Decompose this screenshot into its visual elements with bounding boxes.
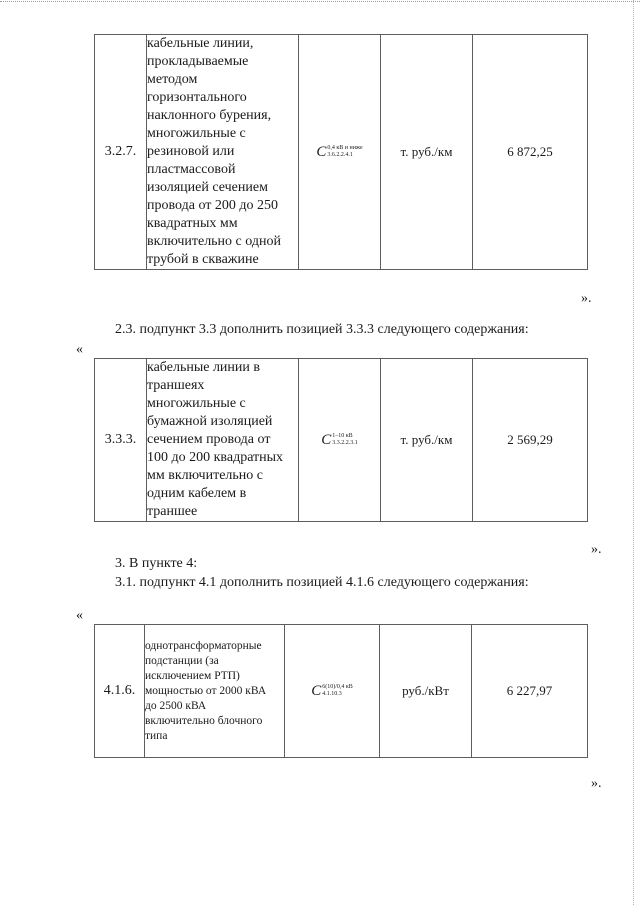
item-description: однотрансформаторные подстанции (за исключением РТП) мощностью от 2000 кВА до 2500 кВА включительно блочного типа (145, 625, 285, 758)
item-formula (299, 35, 381, 270)
formula-subscript: 3.3.2.2.3.1 (332, 440, 358, 447)
item-value: 6 227,97 (472, 625, 588, 758)
right-edge-line (633, 0, 634, 905)
formula-superscript: 1–10 кВ (332, 433, 353, 440)
table-row (95, 625, 588, 758)
item-unit: т. руб./км (381, 359, 473, 522)
opening-quote: « (76, 342, 83, 357)
item-number: 3.2.7. (95, 35, 147, 270)
formula-letter: C (321, 432, 332, 448)
item-number: 3.3.3. (95, 359, 147, 522)
paragraph-3-1: 3.1. подпункт 4.1 дополнить позицией 4.1.6 следующего содержания: (115, 575, 529, 590)
paragraph-3: 3. В пункте 4: (115, 556, 198, 571)
top-edge-line (0, 1, 640, 2)
opening-quote: « (76, 608, 83, 623)
formula-letter: C (311, 683, 322, 699)
item-value: 2 569,29 (473, 359, 588, 522)
table-item-3-3-3 (94, 358, 588, 522)
item-formula (299, 359, 381, 522)
formula-subscript: 4.1.10.3 (322, 691, 342, 698)
item-description: кабельные линии в траншеях многожильные с бумажной изоляцией сечением провода от 100 до 200 квадратных мм включительно с одним кабелем в траншее (147, 359, 299, 522)
table-row (95, 35, 588, 270)
formula-letter: C (316, 144, 327, 160)
item-formula (285, 625, 380, 758)
formula-superscript: 6(10)/0,4 кВ (322, 684, 353, 691)
closing-quote: ». (581, 291, 592, 306)
closing-quote: ». (591, 542, 602, 557)
formula-superscript: 0,4 кВ и ниже (327, 145, 363, 152)
formula-subscript: 3.6.2.2.4.1 (327, 152, 353, 159)
table-item-4-1-6 (94, 624, 588, 758)
table-row (95, 359, 588, 522)
item-description: кабельные линии, прокладываемые методом горизонтального наклонного бурения, многожильные с резиновой или пластмассовой изоляцией сечением провода от 200 до 250 квадратных мм включительно с одной трубой в скважине (147, 35, 299, 270)
closing-quote: ». (591, 776, 602, 791)
table-item-3-2-7 (94, 34, 588, 270)
item-number: 4.1.6. (95, 625, 145, 758)
paragraph-2-3: 2.3. подпункт 3.3 дополнить позицией 3.3.3 следующего содержания: (115, 322, 529, 337)
item-unit: руб./кВт (380, 625, 472, 758)
item-value: 6 872,25 (473, 35, 588, 270)
item-unit: т. руб./км (381, 35, 473, 270)
